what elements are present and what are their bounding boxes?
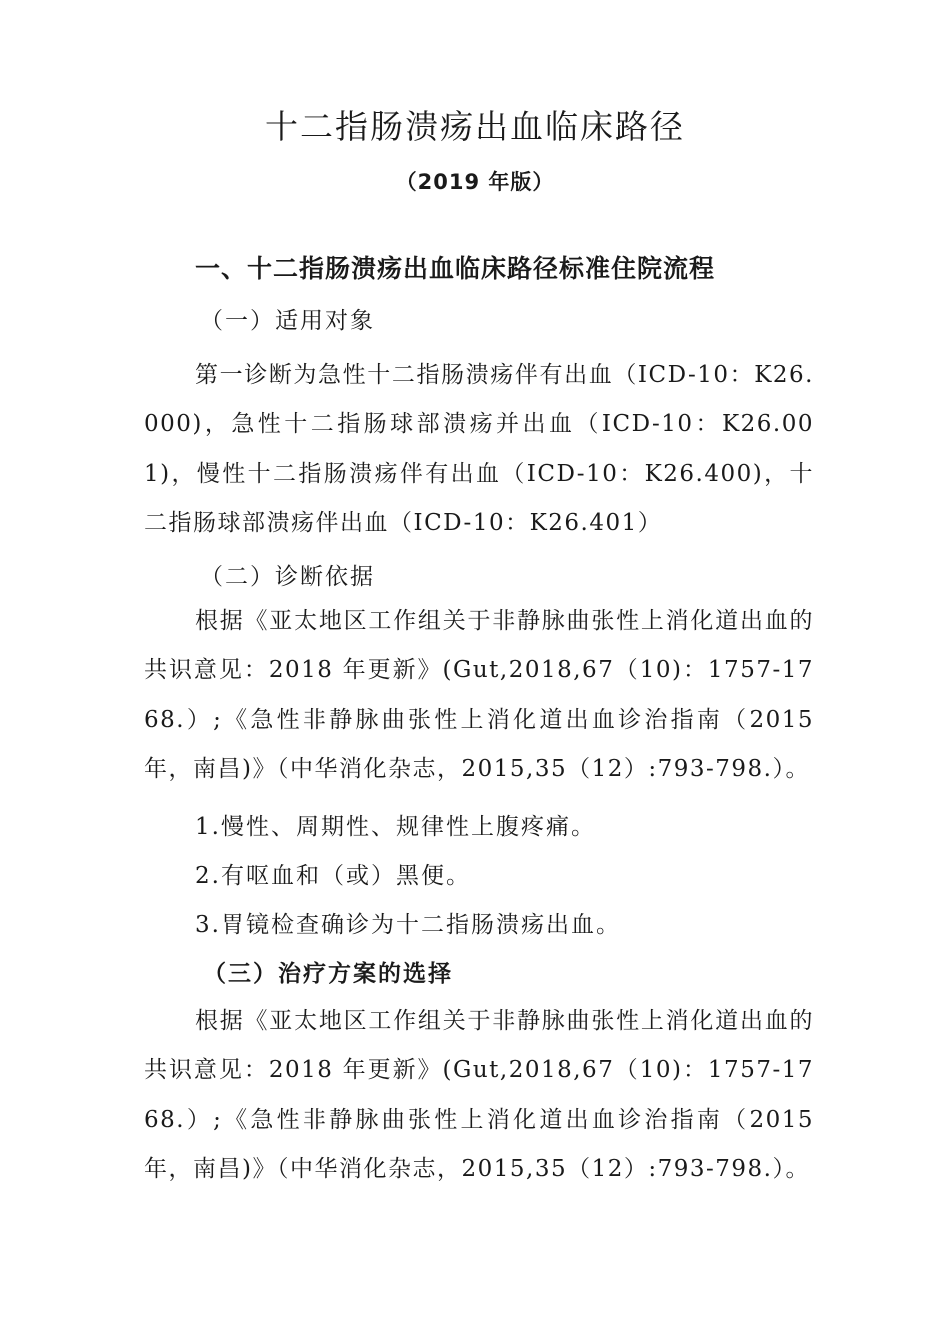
- criteria-item-2: 2.有呕血和（或）黑便。: [195, 863, 471, 889]
- document-title: 十二指肠溃疡出血临床路径: [265, 107, 685, 146]
- subsection-heading-diagnosis-basis: （二）诊断依据: [200, 564, 375, 590]
- document-version: （2019 年版）: [395, 170, 555, 194]
- paragraph-diagnosis-basis: 根据《亚太地区工作组关于非静脉曲张性上消化道出血的共识意见：2018 年更新》(Gut,2018,67（10)：1757-1768.）;《急性非静脉曲张性上消化道出血诊治指南（2015 年，南昌)》（中华消化杂志，2015,35（12）:793-798.）。: [144, 608, 814, 782]
- subsection-heading-applicable-subjects: （一）适用对象: [200, 308, 375, 334]
- paragraph-treatment-selection: 根据《亚太地区工作组关于非静脉曲张性上消化道出血的共识意见：2018 年更新》(Gut,2018,67（10)：1757-1768.）;《急性非静脉曲张性上消化道出血诊治指南（2015 年，南昌)》（中华消化杂志，2015,35（12）:793-798.）。: [144, 1008, 814, 1182]
- subsection-heading-treatment-selection: （三）治疗方案的选择: [203, 961, 453, 987]
- paragraph-applicable-subjects: 第一诊断为急性十二指肠溃疡伴有出血（ICD-10：K26.000)，急性十二指肠球部溃疡并出血（ICD-10：K26.001)，慢性十二指肠溃疡伴有出血（ICD-10：K26.400)，十二指肠球部溃疡伴出血（ICD-10：K26.401）: [144, 362, 814, 536]
- section-heading: 一、十二指肠溃疡出血临床路径标准住院流程: [195, 254, 716, 283]
- criteria-item-1: 1.慢性、周期性、规律性上腹疼痛。: [195, 814, 596, 840]
- criteria-item-3: 3.胃镜检查确诊为十二指肠溃疡出血。: [195, 912, 621, 938]
